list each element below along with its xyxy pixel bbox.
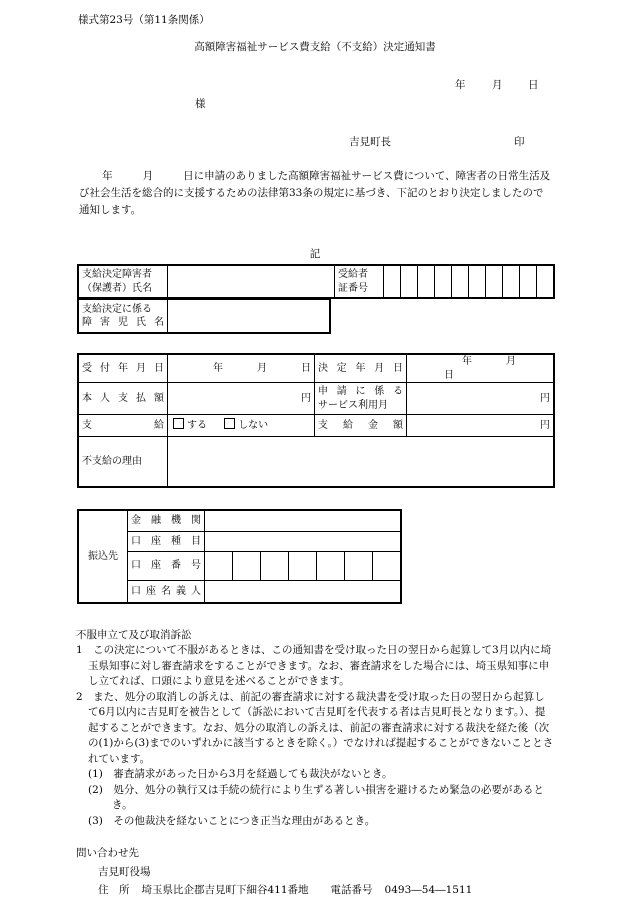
received-date-field[interactable]: 年 月 日	[168, 355, 315, 383]
payment-label: 支給	[79, 415, 168, 437]
form-number: 様式第23号（第11条関係）	[78, 14, 210, 26]
bank-label: 金融機関	[128, 511, 205, 532]
contact-office: 吉見町役場	[98, 866, 151, 878]
payment-no-label: しない	[238, 420, 269, 432]
appeal-list	[76, 643, 554, 829]
appeal-heading: 不服申立て及び取消訴訟	[76, 629, 192, 641]
account-number-label: 口座番号	[128, 552, 205, 581]
payment-amount-label: 支給金額	[315, 415, 407, 437]
child-table	[77, 298, 331, 334]
cert-digit-field[interactable]	[384, 266, 401, 298]
payment-choice	[168, 415, 315, 437]
contact-address-line	[98, 882, 472, 898]
transfer-label: 振込先	[79, 511, 128, 603]
cert-digit-field[interactable]	[520, 266, 537, 298]
date-month: 月	[492, 79, 503, 91]
cert-digit-field[interactable]	[486, 266, 503, 298]
phone-value: 0493―54―1511	[384, 884, 473, 896]
service-month-label: 申請に係る サービス利用月	[315, 383, 407, 415]
document-title: 高額障害福祉サービス費支給（不支給）決定通知書	[194, 41, 436, 53]
received-date-label: 受付年月日	[79, 355, 168, 383]
self-pay-field[interactable]: 円	[168, 383, 315, 415]
decision-date-field[interactable]: 年 月日	[407, 355, 554, 383]
payment-yes-label: する	[187, 420, 207, 432]
decision-date-label: 決定年月日	[315, 355, 407, 383]
notice-body	[79, 168, 551, 218]
service-month-field[interactable]: 円	[407, 383, 554, 415]
reason-field[interactable]	[168, 437, 554, 487]
issuer-name: 吉見町長	[349, 136, 391, 148]
appeal-sub-1: (1) 審査請求があった日から3月を経過しても裁決がないとき。	[88, 768, 393, 781]
cert-digit-field[interactable]	[537, 266, 554, 298]
addressee-suffix: 様	[195, 98, 206, 110]
address-value: 埼玉県比企郡吉見町下細谷411番地	[141, 884, 309, 896]
appeal-item-2: 2 また、処分の取消しの訴えは、前記の審査請求に対する裁決書を受け取った日の翌日から起算して6月以内に吉見町を被告として（訴訟において吉見町を代表する者は吉見町長となります。）、提起することができます。なお、処分の取消しの訴えは、前記の審査請求に対する裁決を経た後（次の(1)から(3)までのいずれかに該当するときを除く。）でなければ提起することができないこととされています。	[76, 690, 554, 765]
recipient-table	[77, 264, 555, 299]
account-holder-label: 口座名義人	[128, 581, 205, 603]
cert-label-cell: 受給者 証番号	[335, 266, 384, 298]
cert-digit-field[interactable]	[435, 266, 452, 298]
account-type-label: 口座種目	[128, 532, 205, 552]
decision-table	[77, 353, 555, 488]
account-digit-field[interactable]	[289, 552, 317, 581]
cert-digit-field[interactable]	[469, 266, 486, 298]
account-digit-field[interactable]	[373, 552, 401, 581]
transfer-table	[77, 509, 402, 604]
account-digit-field[interactable]	[205, 552, 233, 581]
contact-heading: 問い合わせ先	[76, 847, 139, 859]
account-digit-field[interactable]	[345, 552, 373, 581]
cert-digit-field[interactable]	[452, 266, 469, 298]
reason-label: 不支給の理由	[79, 437, 168, 487]
self-pay-label: 本人支払額	[79, 383, 168, 415]
body-year: 年	[102, 170, 113, 182]
appeal-item-1: 1 この決定について不服があるときは、この通知書を受け取った日の翌日から起算して3月以内に埼玉県知事に対し審査請求をすることができます。なお、審査請求をした場合には、埼玉県知事に申し立てれば、口頭により意見を述べることができます。	[76, 644, 552, 688]
payment-yes-checkbox[interactable]	[173, 418, 184, 429]
cert-digit-field[interactable]	[401, 266, 418, 298]
ki-marker: 記	[309, 248, 321, 260]
account-holder-field[interactable]	[205, 581, 401, 603]
address-label: 住 所	[98, 884, 130, 896]
body-text: 日に申請のありました高額障害福祉サービス費について、障害者の日常生活及び社会生活を総合的に支援するための法律第33条の規定に基づき、下記のとおり決定しましたので通知します。	[79, 170, 551, 216]
account-type-field[interactable]	[205, 532, 401, 552]
issuer-seal: 印	[514, 136, 525, 148]
appeal-sub-3: (3) その他裁決を経ないことにつき正当な理由があるとき。	[88, 814, 376, 827]
account-digit-field[interactable]	[233, 552, 261, 581]
payment-no-checkbox[interactable]	[224, 418, 235, 429]
recipient-name-field[interactable]	[168, 266, 335, 298]
cert-digit-field[interactable]	[503, 266, 520, 298]
body-month: 月	[142, 170, 154, 182]
date-day: 日	[528, 79, 539, 91]
bank-field[interactable]	[205, 511, 401, 532]
recipient-label-cell: 支給決定障害者 （保護者）氏名	[79, 266, 168, 298]
child-name-field[interactable]	[168, 300, 330, 333]
child-label-cell: 支給決定に係る 障害児氏名	[79, 300, 168, 333]
account-digit-field[interactable]	[261, 552, 289, 581]
payment-amount-field[interactable]: 円	[407, 415, 554, 437]
cert-digit-field[interactable]	[418, 266, 435, 298]
date-year: 年	[455, 79, 466, 91]
phone-label: 電話番号	[330, 884, 373, 896]
appeal-sub-2: (2) 処分、処分の執行又は手続の続行により生ずる著しい損害を避けるため緊急の必要があるとき。	[88, 783, 544, 812]
account-digit-field[interactable]	[317, 552, 345, 581]
